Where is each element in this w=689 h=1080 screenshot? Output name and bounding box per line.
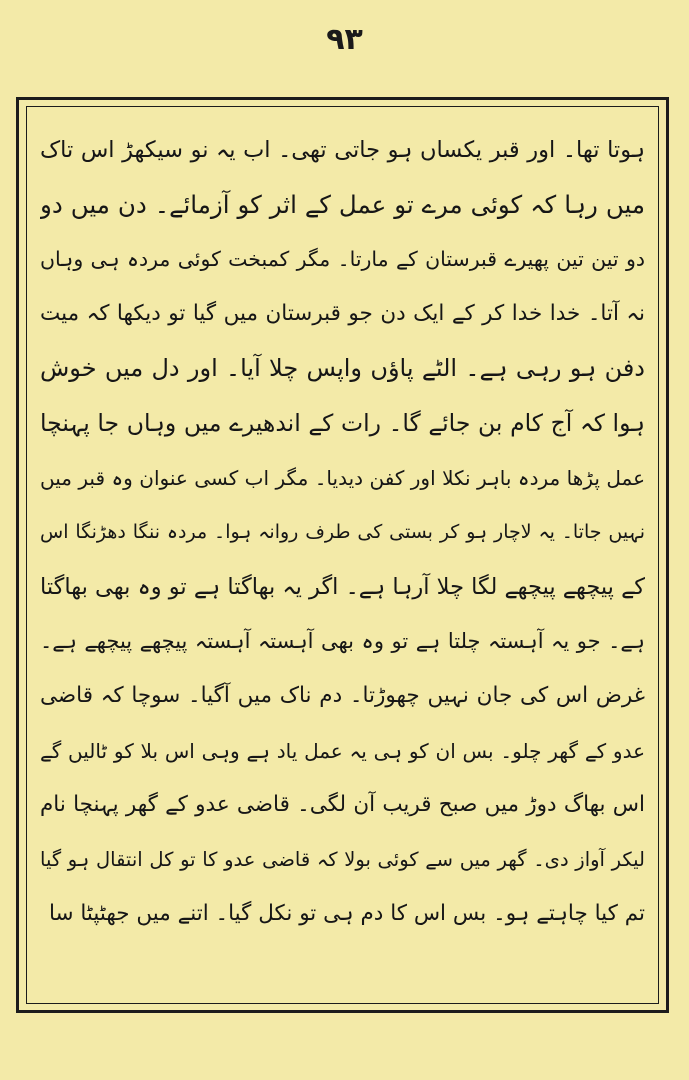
text-line: تم کیا چاہتے ہو۔ بس اس کا دم ہی تو نکل گیا۔ اتنے میں جھٹپٹا سا [48,901,645,927]
text-line: لیکر آواز دی۔ گھر میں سے کوئی بولا کہ قاضی عدو کا تو کل انتقال ہو گیا [40,847,645,871]
text-line: دو تین تین پھیرے قبرستان کے مارتا۔ مگر کمبخت کوئی مردہ ہی وہاں [40,247,645,272]
text-line: غرض اس کی جان نہیں چھوڑتا۔ دم ناک میں آگیا۔ سوچا کہ قاضی [40,682,645,708]
text-line: میں رہا کہ کوئی مرے تو عمل کے اثر کو آزمائے۔ دن میں دو [40,189,645,219]
text-line: نہیں جاتا۔ یہ لاچار ہو کر بستی کی طرف روانہ ہوا۔ مردہ ننگا دھڑنگا اس [40,521,645,544]
body-text [40,123,645,942]
text-line: ہے۔ جو یہ آہستہ چلتا ہے تو وہ بھی آہستہ آہستہ پیچھے پیچھے ہے۔ [40,629,645,654]
text-line: اس بھاگ دوڑ میں صبح قریب آن لگی۔ قاضی عدو کے گھر پہنچا نام [40,792,645,818]
text-line: دفن ہو رہی ہے۔ الٹے پاؤں واپس چلا آیا۔ اور دل میں خوش [40,354,645,383]
text-line: عمل پڑھا مردہ باہر نکلا اور کفن دیدیا۔ مگر اب کسی عنوان وہ قبر میں [40,465,645,490]
text-line: کے پیچھے پیچھے لگا چلا آرہا ہے۔ اگر یہ بھاگتا ہے تو وہ بھی بھاگتا [40,573,645,600]
text-line: نہ آتا۔ خدا خدا کر کے ایک دن جو قبرستان میں گیا تو دیکھا کہ میت [40,300,645,326]
text-line: عدو کے گھر چلو۔ بس ان کو ہی یہ عمل یاد ہے وہی اس بلا کو ٹالیں گے [40,738,645,763]
page-number: ٩٣ [326,22,363,57]
text-line: ہوتا تھا۔ اور قبر یکساں ہو جاتی تھی۔ اب یہ نو سیکھڑ اس تاک [40,137,645,163]
text-line: ہوا کہ آج کام بن جائے گا۔ رات کے اندھیرے میں وہاں جا پہنچا [40,408,645,437]
